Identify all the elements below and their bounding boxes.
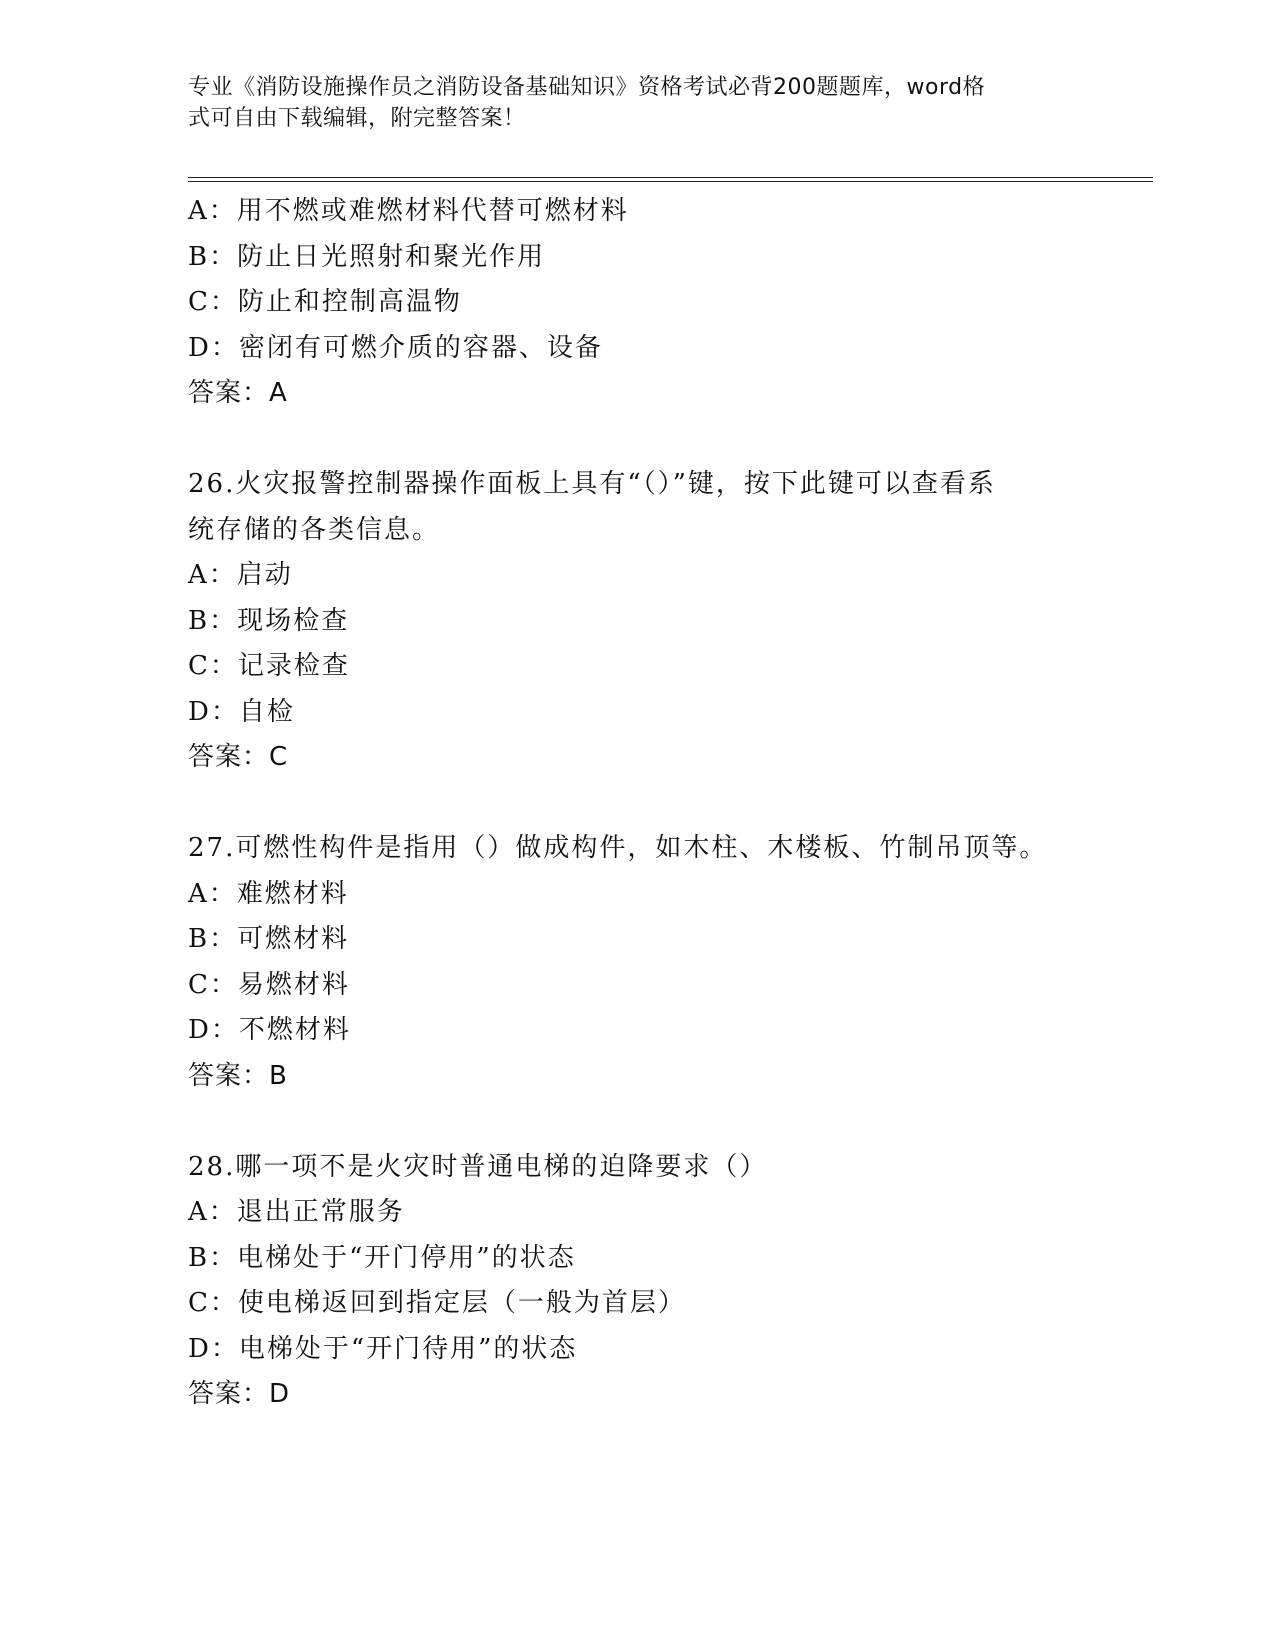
answer-line: 答案：B [188, 1060, 288, 1091]
spacer [188, 1099, 1088, 1145]
question-26 [188, 462, 1088, 781]
option-a: A：难燃材料 [188, 878, 349, 909]
option-b: B：防止日光照射和聚光作用 [188, 241, 546, 272]
option-b: B：电梯处于“开门停用”的状态 [188, 1242, 576, 1273]
header-line-1: 专业《消防设施操作员之消防设备基础知识》资格考试必背200题题库，word格 [188, 75, 986, 100]
option-a: A：退出正常服务 [188, 1197, 405, 1227]
option-a: A：用不燃或难燃材料代替可燃材料 [188, 196, 629, 226]
question-stem-line-1: 26.火灾报警控制器操作面板上具有“（）”键，按下此键可以查看系 [188, 469, 996, 499]
option-b: B：可燃材料 [188, 924, 350, 954]
question-28 [188, 1145, 1088, 1418]
question-stem-line-1: 27.可燃性构件是指用（）做成构件，如木柱、木楼板、竹制吊顶等。 [188, 833, 1048, 863]
question-list [188, 189, 1088, 1418]
header-divider-bottom [188, 181, 1153, 182]
option-d: D：不燃材料 [188, 1015, 351, 1045]
option-a: A：启动 [188, 560, 293, 590]
question-27 [188, 826, 1088, 1099]
spacer [188, 781, 1088, 827]
option-c: C：防止和控制高温物 [188, 287, 462, 317]
option-c: C：记录检查 [188, 651, 350, 681]
answer-line: 答案：C [188, 742, 289, 772]
header-divider-top [188, 177, 1153, 178]
question-stem-line-1: 28.哪一项不是火灾时普通电梯的迫降要求（） [188, 1151, 768, 1182]
document-header [188, 72, 1068, 134]
option-c: C：使电梯返回到指定层（一般为首层） [188, 1288, 686, 1318]
answer-line: 答案：A [188, 378, 288, 408]
option-d: D：自检 [188, 696, 295, 727]
question-stem-line-2: 统存储的各类信息。 [188, 514, 441, 545]
option-b: B：现场检查 [188, 605, 350, 636]
spacer [188, 417, 1088, 463]
option-d: D：电梯处于“开门待用”的状态 [188, 1333, 578, 1364]
option-d: D：密闭有可燃介质的容器、设备 [188, 332, 603, 363]
option-c: C：易燃材料 [188, 969, 350, 1000]
header-line-2: 式可自由下载编辑，附完整答案！ [188, 106, 526, 131]
question-25 [188, 189, 1088, 417]
answer-line: 答案：D [188, 1379, 291, 1409]
